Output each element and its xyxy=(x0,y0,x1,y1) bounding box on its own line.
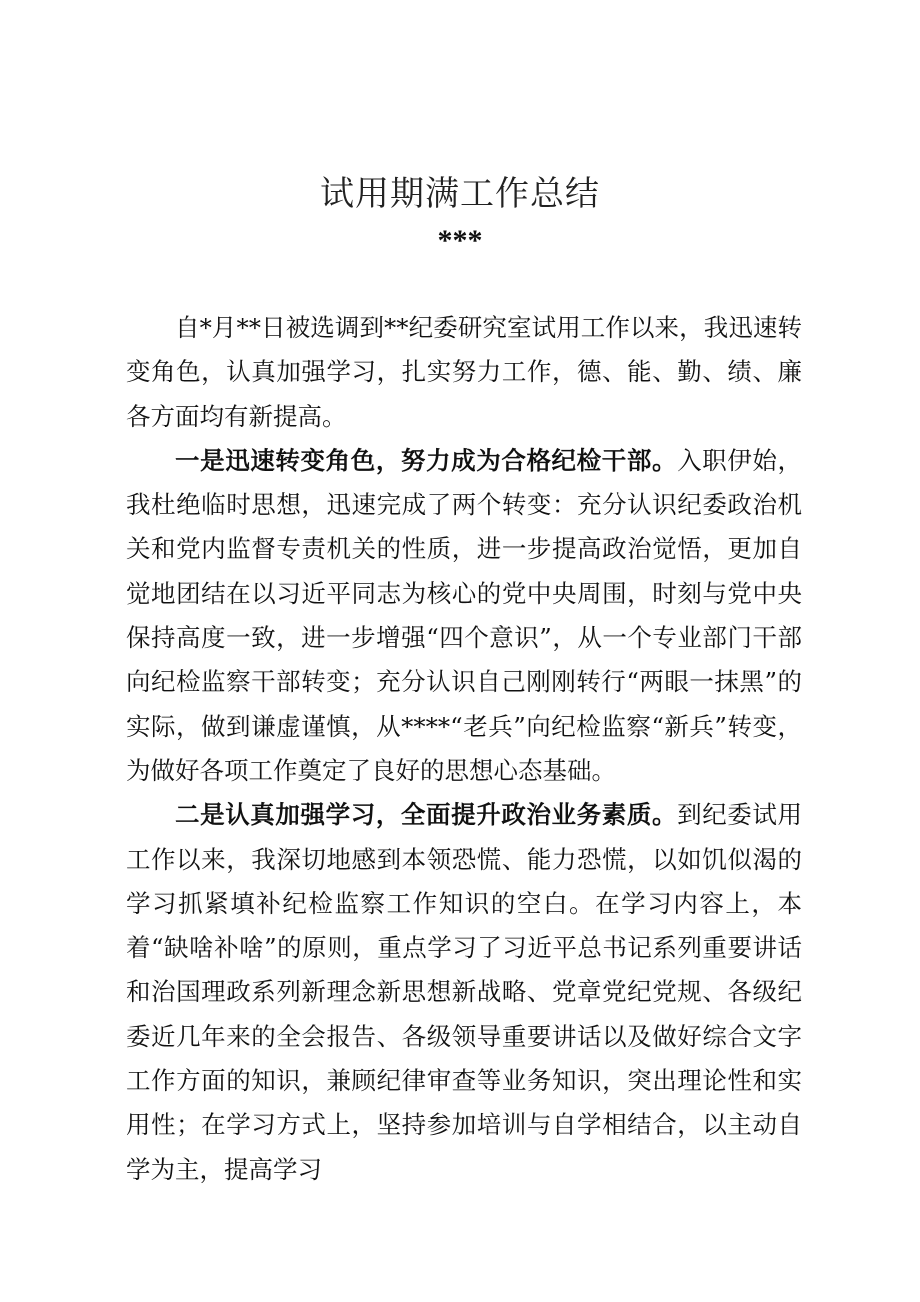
paragraph-role-change xyxy=(126,439,802,793)
paragraph-lead: 二是认真加强学习，全面提升政治业务素质。 xyxy=(175,800,678,830)
paragraph-intro xyxy=(126,306,802,439)
paragraph-text: 到纪委试用工作以来，我深切地感到本领恐慌、能力恐慌，以如饥似渴的学习抓紧填补纪检监察工作知识的空白。在学习内容上，本着“缺啥补啥”的原则，重点学习了习近平总书记系列重要讲话和治国理政系列新理念新思想新战略、党章党纪党规、各级纪委近几年来的全会报告、各级领导重要讲话以及做好综合文字工作方面的知识，兼顾纪律审查等业务知识，突出理论性和实用性；在学习方式上，坚持参加培训与自学相结合，以主动自学为主，提高学习 xyxy=(126,800,803,1184)
document-title: 试用期满工作总结 xyxy=(320,174,600,214)
paragraph-text: 入职伊始，我杜绝临时思想，迅速完成了两个转变：充分认识纪委政治机关和党内监督专责机关的性质，进一步提高政治觉悟，更加自觉地团结在以习近平同志为核心的党中央周围，时刻与党中央保持高度一致，进一步增强“四个意识”，从一个专业部门干部向纪检监察干部转变；充分认识自己刚刚转行“两眼一抹黑”的实际，做到谦虚谨慎，从****“老兵”向纪检监察“新兵”转变，为做好各项工作奠定了良好的思想心态基础。 xyxy=(126,445,803,785)
document-author: *** xyxy=(437,224,483,257)
paragraph-study xyxy=(126,793,802,1192)
paragraph-lead: 一是迅速转变角色，努力成为合格纪检干部。 xyxy=(175,445,678,475)
document-body xyxy=(126,306,802,1192)
paragraph-text: 自*月**日被选调到**纪委研究室试用工作以来，我迅速转变角色，认真加强学习，扎实努力工作，德、能、勤、绩、廉各方面均有新提高。 xyxy=(126,313,802,431)
